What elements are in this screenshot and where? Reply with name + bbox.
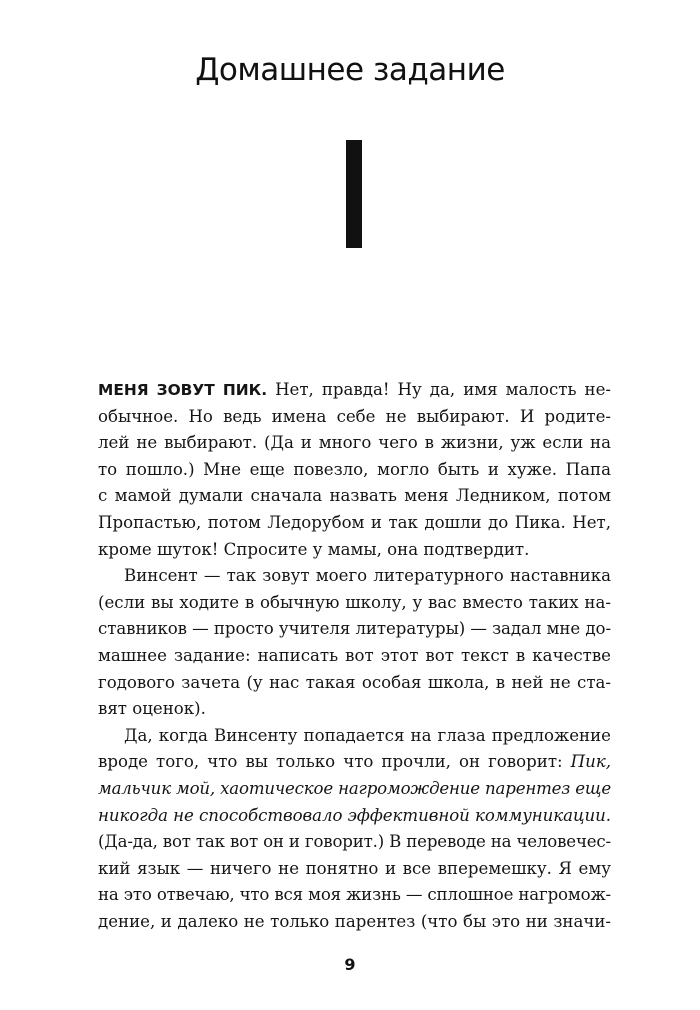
text-line: Пропастью, потом Ледорубом и так дошли до Пика. Нет, [98, 512, 611, 532]
text-line: Винсент — так зовут моего литературного наставника [124, 566, 611, 586]
text-line: на это отвечаю, что вся моя жизнь — сплошное нагромож- [98, 885, 611, 905]
chapter-title: Домашнее задание [195, 52, 505, 88]
text-line: машнее задание: написать вот этот вот текст в качестве [98, 645, 611, 665]
text-span: вроде того, что вы только что прочли, он говорит: [98, 752, 571, 772]
text-line: ставников — просто учителя литературы) — задал мне до- [98, 619, 611, 639]
text-line [98, 377, 611, 404]
text-line: мальчик мой, хаотическое нагромождение парентез еще [98, 778, 611, 798]
body-text [98, 377, 611, 935]
page-number: 9 [344, 955, 356, 974]
text-line: никогда не способствовало эффективной коммуникации. [98, 805, 611, 825]
lead-in: МЕНЯ ЗОВУТ ПИК. [98, 381, 268, 399]
text-line: Да, когда Винсенту попадается на глаза предложение [124, 725, 611, 745]
text-line [98, 749, 611, 776]
text-line: вят оценок). [98, 699, 206, 719]
text-line: с мамой думали сначала назвать меня Ледником, потом [98, 486, 611, 506]
italic-span: Пик, [570, 752, 611, 772]
text-line: (если вы ходите в обычную школу, у вас вместо таких на- [98, 592, 611, 612]
text-line: лей не выбирают. (Да и много чего в жизни, уж если на [98, 433, 611, 453]
chapter-number-roman-one [346, 140, 362, 248]
text-line: годового зачета (у нас такая особая школа, в ней не ста- [98, 672, 611, 692]
text-line: дение, и далеко не только парентез (что бы это ни значи- [98, 911, 611, 931]
text-line: кроме шуток! Спросите у мамы, она подтвердит. [98, 539, 530, 559]
text-line: то пошло.) Мне еще повезло, могло быть и хуже. Папа [98, 459, 611, 479]
text-line: кий язык — ничего не понятно и все вперемешку. Я ему [98, 858, 611, 878]
text-line: обычное. Но ведь имена себе не выбирают. И родите- [98, 406, 611, 426]
text-span: Нет, правда! Ну да, имя малость не- [267, 380, 611, 399]
text-line: (Да-да, вот так вот он и говорит.) В переводе на человечес- [98, 832, 611, 852]
